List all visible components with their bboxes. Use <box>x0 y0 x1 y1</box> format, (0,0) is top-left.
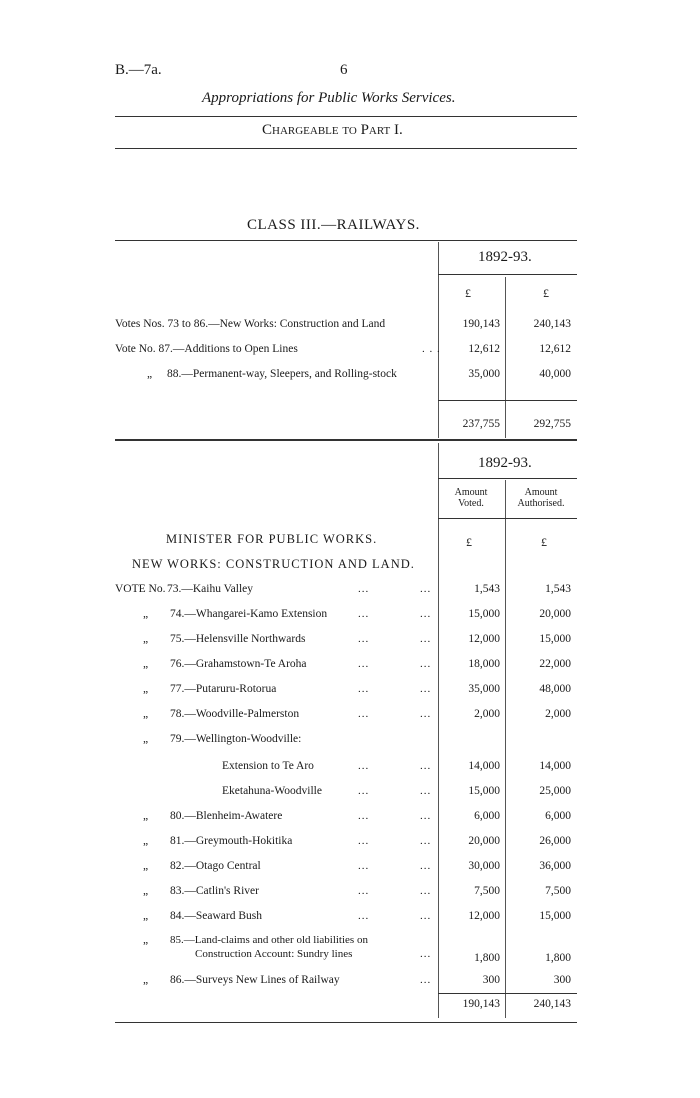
leader-dots: ... <box>358 860 370 872</box>
vote-amount-voted: 18,000 <box>468 658 500 670</box>
vote-amount-voted: 14,000 <box>468 760 500 772</box>
vote-amount-voted: 7,500 <box>474 885 500 897</box>
column-header-amount-authorised: Amount Authorised. <box>517 487 565 509</box>
rule <box>438 478 577 479</box>
vote-label: 78.—Woodville-Palmerston <box>170 708 300 720</box>
ditto-mark: „ <box>143 608 149 620</box>
column-divider <box>438 443 439 1018</box>
ditto-mark: „ <box>143 974 149 986</box>
vote-amount-authorised: 2,000 <box>545 708 571 720</box>
vote-label: 81.—Greymouth-Hokitika <box>170 835 293 847</box>
leader-dots: ... <box>358 608 370 620</box>
leader-dots: ... <box>358 835 370 847</box>
page-number: 6 <box>340 62 348 78</box>
leader-dots: ... <box>358 633 370 645</box>
vote-label: 79.—Wellington-Woodville: <box>170 733 302 745</box>
vote-amount-authorised: 48,000 <box>539 683 571 695</box>
vote-amount-voted: 2,000 <box>474 708 500 720</box>
vote-label: 77.—Putaruru-Rotorua <box>170 683 277 695</box>
vote-amount-voted: 15,000 <box>468 785 500 797</box>
column-divider <box>505 480 506 1018</box>
vote-amount-voted: 30,000 <box>468 860 500 872</box>
ditto-mark: „ <box>143 683 149 695</box>
detail-year: 1892-93. <box>478 455 532 471</box>
rule <box>438 274 577 275</box>
vote-amount-voted: 6,000 <box>474 810 500 822</box>
rule <box>115 116 577 117</box>
column-divider <box>505 277 506 438</box>
ditto-mark: „ <box>143 810 149 822</box>
vote-label: 80.—Blenheim-Awatere <box>170 810 283 822</box>
leader-dots: ... <box>420 860 432 872</box>
leader-dots: ... <box>420 583 432 595</box>
leader-dots: ... <box>420 885 432 897</box>
leader-dots: ... <box>420 835 432 847</box>
ditto-mark: „ <box>143 658 149 670</box>
leader-dots: ... <box>420 708 432 720</box>
leader-dots: ... <box>420 910 432 922</box>
leader-dots: ... <box>420 785 432 797</box>
leader-dots: ... <box>420 683 432 695</box>
ditto-mark: „ <box>143 633 149 645</box>
leader-dots: ... <box>420 760 432 772</box>
class-title: CLASS III.—RAILWAYS. <box>247 217 420 233</box>
ditto-mark: „ <box>143 885 149 897</box>
leader-dots: ... <box>358 683 370 695</box>
page-subtitle: Chargeable to Part I. <box>262 122 403 138</box>
leader-dots: . . . <box>422 343 441 355</box>
vote-amount-voted: 1,543 <box>474 583 500 595</box>
vote-amount-authorised: 15,000 <box>539 910 571 922</box>
summary-total-voted: 237,755 <box>462 418 500 430</box>
rule <box>115 1022 577 1023</box>
rule <box>115 439 577 441</box>
vote-amount-authorised: 20,000 <box>539 608 571 620</box>
summary-row-authorised: 12,612 <box>539 343 571 355</box>
vote-label-continued: Construction Account: Sundry lines <box>195 948 353 960</box>
vote-amount-voted: 15,000 <box>468 608 500 620</box>
leader-dots: ... <box>420 608 432 620</box>
summary-row-label: 88.—Permanent-way, Sleepers, and Rolling-stock <box>167 368 397 380</box>
ditto-mark: „ <box>143 860 149 872</box>
vote-amount-authorised: 25,000 <box>539 785 571 797</box>
summary-row-label: Vote No. 87.—Additions to Open Lines <box>115 343 298 355</box>
vote-amount-authorised: 14,000 <box>539 760 571 772</box>
vote-amount-authorised: 15,000 <box>539 633 571 645</box>
summary-row-voted: 190,143 <box>462 318 500 330</box>
ditto-mark: „ <box>143 835 149 847</box>
summary-total-authorised: 292,755 <box>533 418 571 430</box>
vote-amount-authorised: 1,800 <box>545 952 571 964</box>
summary-row-authorised: 240,143 <box>533 318 571 330</box>
vote-sub-label: Eketahuna-Woodville <box>222 785 322 797</box>
leader-dots: ... <box>420 658 432 670</box>
summary-year: 1892-93. <box>478 249 532 265</box>
vote-amount-authorised: 6,000 <box>545 810 571 822</box>
ditto-mark: „ <box>143 733 149 745</box>
vote-label: 84.—Seaward Bush <box>170 910 262 922</box>
vote-label: 76.—Grahamstown-Te Aroha <box>170 658 307 670</box>
ditto-mark: „ <box>143 708 149 720</box>
ditto-mark: „ <box>143 910 149 922</box>
section-heading: NEW WORKS: CONSTRUCTION AND LAND. <box>132 557 415 571</box>
rule <box>438 518 577 519</box>
vote-amount-authorised: 36,000 <box>539 860 571 872</box>
vote-sub-label: Extension to Te Aro <box>222 760 314 772</box>
vote-label: 83.—Catlin's River <box>170 885 259 897</box>
vote-amount-authorised: 7,500 <box>545 885 571 897</box>
vote-amount-voted: 12,000 <box>468 633 500 645</box>
leader-dots: ... <box>358 785 370 797</box>
summary-row-label: Votes Nos. 73 to 86.—New Works: Construction and Land <box>115 318 386 330</box>
summary-row-authorised: 40,000 <box>539 368 571 380</box>
vote-label: 75.—Helensville Northwards <box>170 633 306 645</box>
vote-amount-voted: 20,000 <box>468 835 500 847</box>
vote-label: 74.—Whangarei-Kamo Extension <box>170 608 328 620</box>
vote-amount-voted: 300 <box>482 974 500 986</box>
leader-dots: ... <box>358 583 370 595</box>
vote-label: 86.—Surveys New Lines of Railway <box>170 974 340 986</box>
detail-total-voted: 190,143 <box>462 998 500 1010</box>
leader-dots: ... <box>358 708 370 720</box>
vote-prefix: VOTE No. <box>115 583 166 595</box>
column-header-amount-voted: Amount Voted. <box>454 487 488 509</box>
minister-heading: MINISTER FOR PUBLIC WORKS. <box>166 532 378 546</box>
vote-label: 73.—Kaihu Valley <box>167 583 254 595</box>
vote-amount-authorised: 22,000 <box>539 658 571 670</box>
currency-symbol: £ <box>541 535 547 549</box>
rule <box>115 240 577 241</box>
leader-dots: ... <box>420 974 432 986</box>
leader-dots: ... <box>358 910 370 922</box>
leader-dots: ... <box>420 810 432 822</box>
document-reference: B.—7a. <box>115 62 162 78</box>
leader-dots: ... <box>420 633 432 645</box>
vote-amount-voted: 1,800 <box>474 952 500 964</box>
currency-symbol: £ <box>465 286 471 300</box>
ditto-mark: „ <box>143 934 149 946</box>
vote-label: 85.—Land-claims and other old liabilities on <box>170 934 368 946</box>
summary-row-voted: 12,612 <box>468 343 500 355</box>
leader-dots: ... <box>358 885 370 897</box>
page-title: Appropriations for Public Works Services. <box>202 90 456 106</box>
leader-dots: ... <box>420 948 432 960</box>
leader-dots: ... <box>358 810 370 822</box>
rule <box>438 400 577 401</box>
leader-dots: ... <box>358 760 370 772</box>
ditto-mark: „ <box>147 368 153 380</box>
vote-amount-authorised: 26,000 <box>539 835 571 847</box>
summary-row-voted: 35,000 <box>468 368 500 380</box>
rule <box>115 148 577 149</box>
rule <box>438 993 577 994</box>
leader-dots: ... <box>358 658 370 670</box>
column-divider <box>438 242 439 438</box>
vote-label: 82.—Otago Central <box>170 860 261 872</box>
vote-amount-authorised: 300 <box>553 974 571 986</box>
vote-amount-voted: 35,000 <box>468 683 500 695</box>
detail-total-authorised: 240,143 <box>533 998 571 1010</box>
currency-symbol: £ <box>543 286 549 300</box>
vote-amount-voted: 12,000 <box>468 910 500 922</box>
vote-amount-authorised: 1,543 <box>545 583 571 595</box>
currency-symbol: £ <box>466 535 472 549</box>
